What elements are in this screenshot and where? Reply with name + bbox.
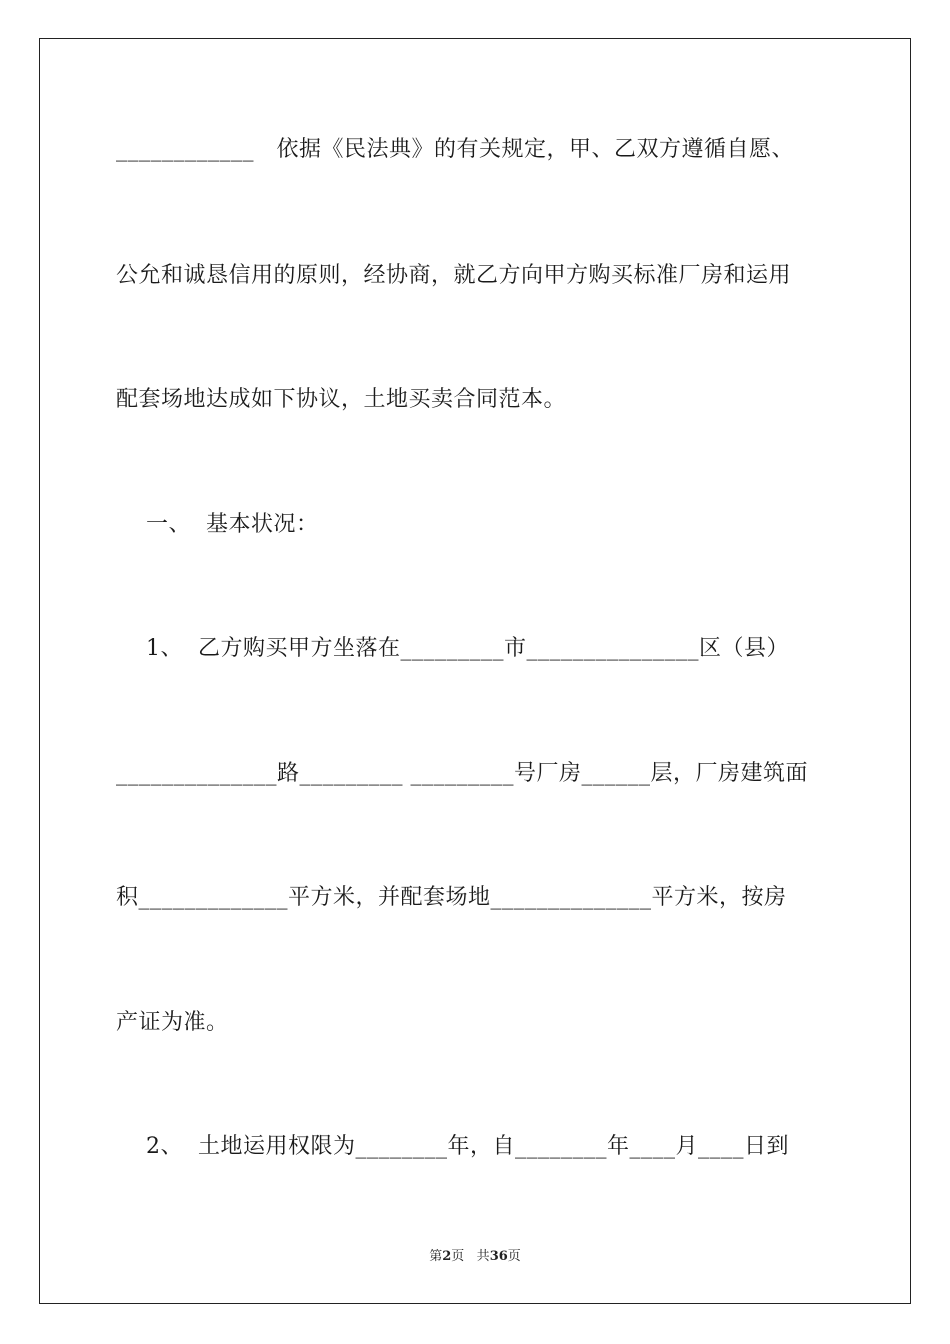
footer-total-suffix: 页 <box>507 1249 521 1264</box>
clause-1-line-4: 产证为准。 <box>116 1010 229 1035</box>
footer-total-prefix: 共 <box>476 1249 490 1264</box>
paragraph-line-3: 配套场地达成如下协议，土地买卖合同范本。 <box>116 387 567 412</box>
page-border <box>39 38 911 1304</box>
total-page-count: 36 <box>489 1249 508 1264</box>
clause-1-line-3: 积_____________平方米，并配套场地______________平方米，按房 <box>116 885 787 910</box>
clause-1-line-1: 1、 乙方购买甲方坐落在_________市_______________区（县） <box>116 636 789 661</box>
paragraph-line-1: ____________ 依据《民法典》的有关规定，甲、乙双方遵循自愿、 <box>116 137 794 162</box>
section-heading-basic-status: 一、 基本状况： <box>116 512 319 537</box>
clause-1-line-2: ______________路_________ _________号厂房______层，厂房建筑面 <box>116 761 808 786</box>
clause-2-line-1: 2、 土地运用权限为________年，自________年____月____日到 <box>116 1134 789 1159</box>
page-number-footer <box>0 1248 950 1266</box>
paragraph-line-2: 公允和诚恳信用的原则，经协商，就乙方向甲方购买标准厂房和运用 <box>116 263 792 288</box>
footer-page-suffix: 页 <box>451 1249 465 1264</box>
footer-prefix: 第 <box>429 1249 443 1264</box>
current-page-number: 2 <box>442 1249 452 1264</box>
